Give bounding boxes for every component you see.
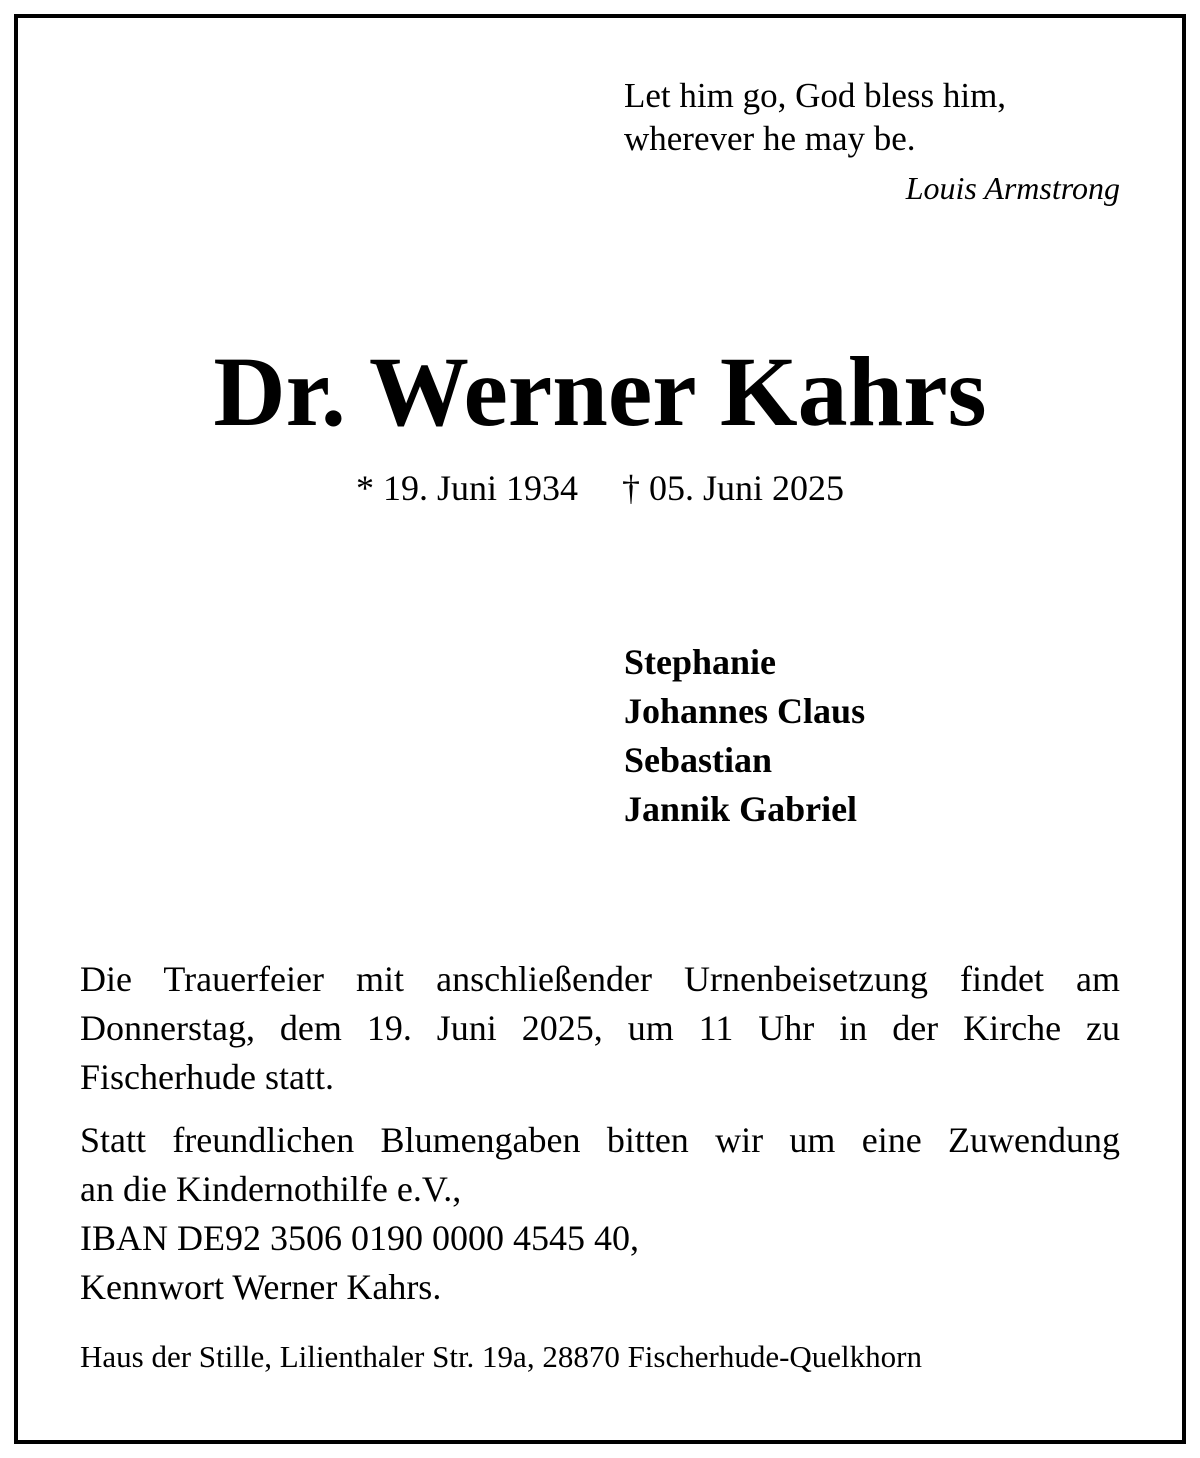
ceremony-text: Die Trauerfeier mit anschließender Urnenbeisetzung findet am Donnerstag, dem 19. Juni 2025, um 11 Uhr in der Kirche zu Fischerhude statt. bbox=[80, 959, 1120, 1097]
quote bbox=[624, 74, 1124, 160]
mourners-list bbox=[624, 638, 865, 834]
deceased-name: Dr. Werner Kahrs bbox=[213, 336, 987, 447]
quote-line-2: wherever he may be. bbox=[624, 119, 916, 158]
mourner-name: Sebastian bbox=[624, 740, 773, 780]
quote-author: Louis Armstrong bbox=[905, 170, 1120, 206]
donation-keyword: Kennwort Werner Kahrs. bbox=[80, 1267, 442, 1307]
life-dates bbox=[0, 466, 1200, 510]
death-date: † 05. Juni 2025 bbox=[622, 468, 845, 508]
donation-line-2: an die Kindernothilfe e.V., bbox=[80, 1169, 462, 1209]
mourner-name: Johannes Claus bbox=[624, 691, 866, 731]
quote-line-1: Let him go, God bless him, bbox=[624, 76, 1007, 115]
birth-date: * 19. Juni 1934 bbox=[355, 468, 578, 508]
donation-text bbox=[80, 1116, 1120, 1312]
donation-line-1: Statt freundlichen Blumengaben bitten wir um eine Zuwendung bbox=[80, 1120, 1120, 1160]
mourner-name: Jannik Gabriel bbox=[624, 789, 858, 829]
mourner-name: Stephanie bbox=[624, 642, 777, 682]
address: Haus der Stille, Lilienthaler Str. 19a, 28870 Fischerhude-Quelkhorn bbox=[80, 1339, 922, 1374]
donation-iban: IBAN DE92 3506 0190 0000 4545 40, bbox=[80, 1218, 639, 1258]
